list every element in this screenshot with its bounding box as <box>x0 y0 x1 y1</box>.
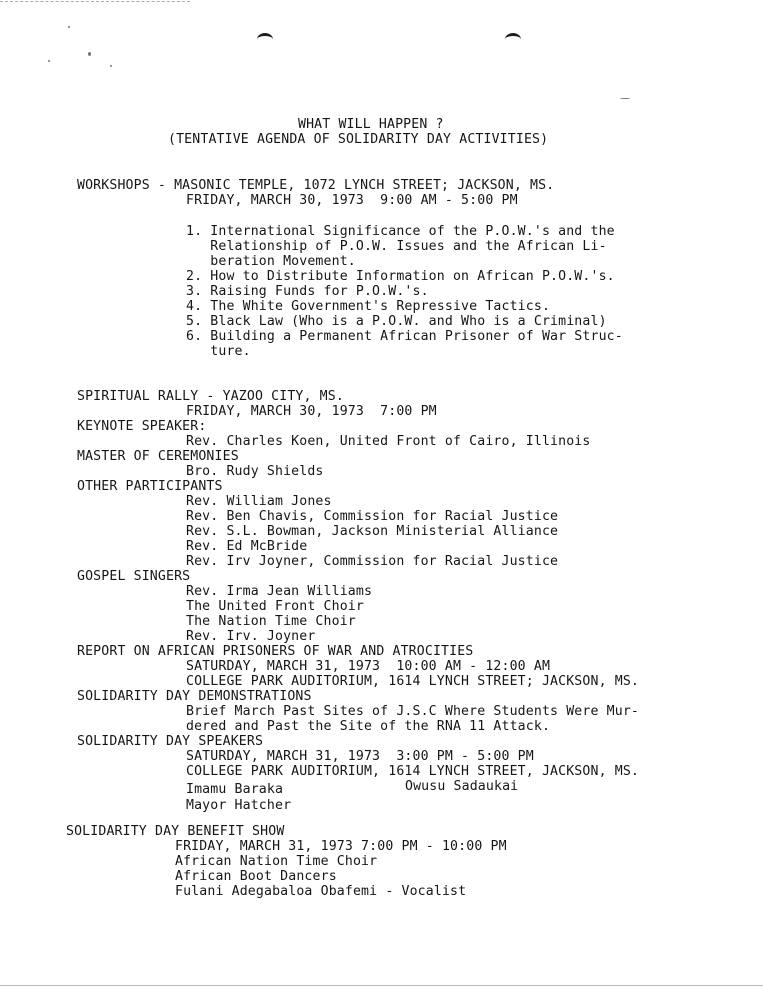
speakers-heading: SOLIDARITY DAY SPEAKERS <box>77 734 264 749</box>
master-label: MASTER OF CEREMONIES <box>77 449 239 464</box>
benefit-performer: African Nation Time Choir <box>175 854 378 869</box>
gospel-singer: The United Front Choir <box>186 599 364 614</box>
participant: Rev. S.L. Bowman, Jackson Ministerial Alliance <box>186 524 559 539</box>
participant: Rev. Ed McBride <box>186 539 308 554</box>
gospel-singer: Rev. Irma Jean Williams <box>186 584 373 599</box>
workshops-heading: WORKSHOPS - MASONIC TEMPLE, 1072 LYNCH STREET; JACKSON, MS. <box>77 178 555 193</box>
benefit-heading: SOLIDARITY DAY BENEFIT SHOW <box>66 824 285 839</box>
workshops-date: FRIDAY, MARCH 30, 1973 9:00 AM - 5:00 PM <box>186 193 518 208</box>
participant: Rev. William Jones <box>186 494 332 509</box>
speaker-name: Mayor Hatcher <box>186 798 292 813</box>
workshop-item: 3. Raising Funds for P.O.W.'s. <box>186 284 429 299</box>
scan-speck <box>88 52 91 56</box>
benefit-date: FRIDAY, MARCH 31, 1973 7:00 PM - 10:00 PM <box>175 839 507 854</box>
workshop-item: ture. <box>186 344 251 359</box>
workshop-item: Relationship of P.O.W. Issues and the African Li- <box>186 239 607 254</box>
participants-label: OTHER PARTICIPANTS <box>77 479 223 494</box>
scan-edge-mark <box>0 985 763 986</box>
gospel-label: GOSPEL SINGERS <box>77 569 191 584</box>
punch-hole-mark-left <box>257 33 273 46</box>
report-location: COLLEGE PARK AUDITORIUM, 1614 LYNCH STREET; JACKSON, MS. <box>186 674 640 689</box>
workshop-item: 4. The White Government's Repressive Tactics. <box>186 299 551 314</box>
speaker-name: Imamu Baraka <box>186 782 284 797</box>
demonstrations-text: Brief March Past Sites of J.S.C Where Students Were Mur- <box>186 704 640 719</box>
speakers-date: SATURDAY, MARCH 31, 1973 3:00 PM - 5:00 PM <box>186 749 534 764</box>
report-date: SATURDAY, MARCH 31, 1973 10:00 AM - 12:00 AM <box>186 659 551 674</box>
workshop-item: beration Movement. <box>186 254 356 269</box>
master-of-ceremonies: Bro. Rudy Shields <box>186 464 324 479</box>
keynote-speaker: Rev. Charles Koen, United Front of Cairo, Illinois <box>186 434 591 449</box>
scan-speck <box>620 98 630 99</box>
workshop-item: 6. Building a Permanent African Prisoner of War Struc- <box>186 329 623 344</box>
benefit-performer: Fulani Adegabaloa Obafemi - Vocalist <box>175 884 467 899</box>
report-heading: REPORT ON AFRICAN PRISONERS OF WAR AND ATROCITIES <box>77 644 474 659</box>
speakers-location: COLLEGE PARK AUDITORIUM, 1614 LYNCH STREET, JACKSON, MS. <box>186 764 640 779</box>
rally-date: FRIDAY, MARCH 30, 1973 7:00 PM <box>186 404 437 419</box>
agenda-subtitle: (TENTATIVE AGENDA OF SOLIDARITY DAY ACTIVITIES) <box>168 132 549 147</box>
scan-speck <box>48 60 50 62</box>
gospel-singer: Rev. Irv. Joyner <box>186 629 316 644</box>
agenda-title: WHAT WILL HAPPEN ? <box>298 117 444 132</box>
workshop-item: 5. Black Law (Who is a P.O.W. and Who is a Criminal) <box>186 314 607 329</box>
punch-hole-mark-right <box>505 33 521 46</box>
rally-heading: SPIRITUAL RALLY - YAZOO CITY, MS. <box>77 389 344 404</box>
workshop-item: 1. International Significance of the P.O.W.'s and the <box>186 224 615 239</box>
demonstrations-text: dered and Past the Site of the RNA 11 Attack. <box>186 719 551 734</box>
participant: Rev. Irv Joyner, Commission for Racial Justice <box>186 554 559 569</box>
benefit-performer: African Boot Dancers <box>175 869 337 884</box>
keynote-label: KEYNOTE SPEAKER: <box>77 419 207 434</box>
participant: Rev. Ben Chavis, Commission for Racial Justice <box>186 509 559 524</box>
gospel-singer: The Nation Time Choir <box>186 614 356 629</box>
workshop-item: 2. How to Distribute Information on African P.O.W.'s. <box>186 269 615 284</box>
demonstrations-heading: SOLIDARITY DAY DEMONSTRATIONS <box>77 689 312 704</box>
speaker-name: Owusu Sadaukai <box>405 779 519 794</box>
scan-speck <box>68 26 70 28</box>
scan-edge-mark <box>0 1 190 2</box>
scan-speck <box>110 65 112 67</box>
